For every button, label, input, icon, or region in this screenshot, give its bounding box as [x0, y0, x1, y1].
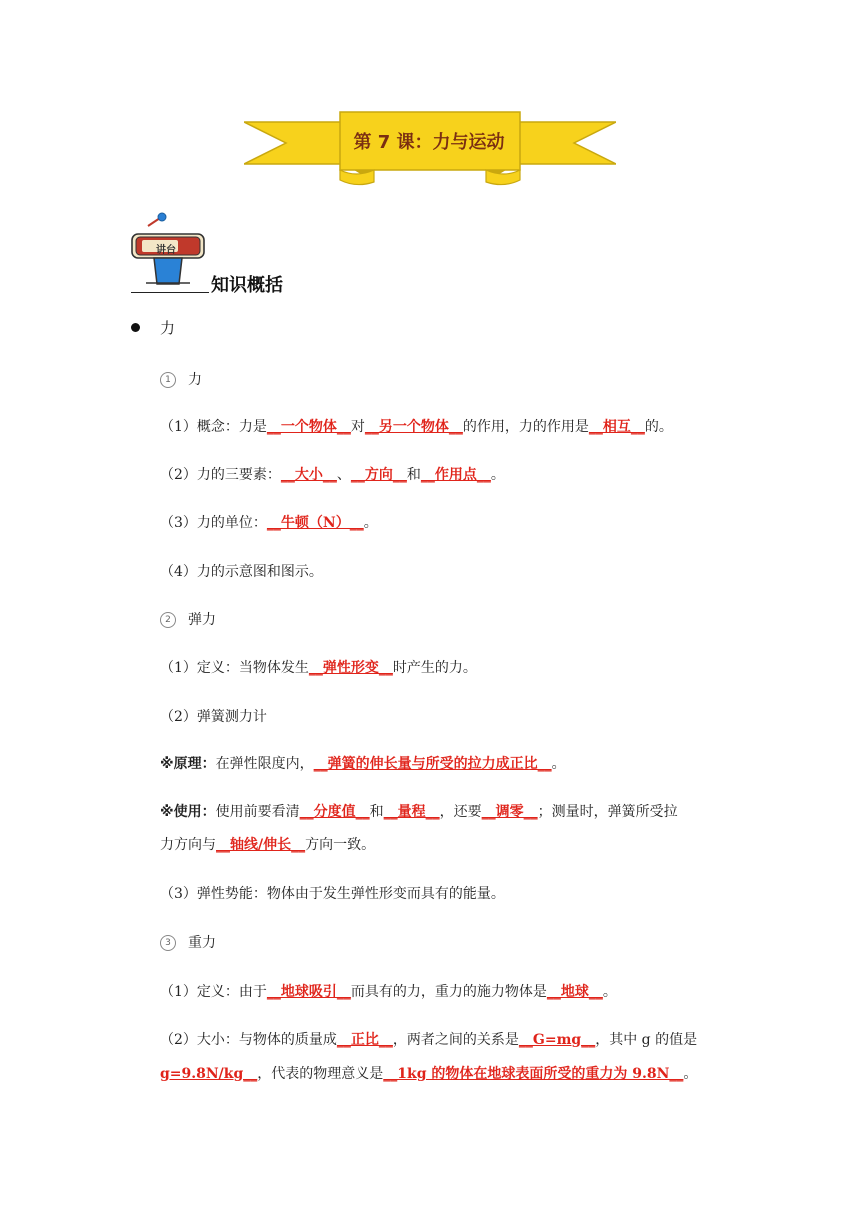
answer-blank: __分度值__: [299, 804, 370, 820]
answer-blank: __另一个物体__: [364, 419, 463, 435]
answer-blank: __调零__: [481, 804, 538, 820]
gravity-size-line: （2）大小：与物体的质量成__正比__，两者之间的关系是__G=mg__，其中 g 的值是: [160, 1032, 698, 1048]
answer-blank: __地球__: [546, 984, 603, 1000]
answer-blank: __方向__: [350, 467, 407, 483]
answer-blank: __相互__: [588, 419, 645, 435]
answer-blank: g=9.8N/kg__: [160, 1066, 258, 1082]
section-underline: [131, 292, 209, 293]
answer-blank: __地球吸引__: [266, 984, 351, 1000]
force-elements-line: （2）力的三要素：__大小__、__方向__和__作用点__。: [160, 467, 505, 483]
elastic-definition-line: （1）定义：当物体发生__弹性形变__时产生的力。: [160, 660, 477, 676]
circled-number: 2: [160, 612, 176, 628]
answer-blank: __大小__: [280, 467, 337, 483]
answer-blank: __一个物体__: [266, 419, 351, 435]
gravity-definition-line: （1）定义：由于__地球吸引__而具有的力，重力的施力物体是__地球__。: [160, 984, 617, 1000]
answer-blank: __弹簧的伸长量与所受的拉力成正比__: [313, 756, 552, 772]
bullet-dot: [131, 323, 140, 332]
force-diagram-line: （4）力的示意图和图示。: [160, 564, 323, 580]
answer-blank: __作用点__: [420, 467, 491, 483]
force-concept-line: （1）概念：力是__一个物体__对__另一个物体__的作用，力的作用是__相互__的。: [160, 419, 673, 435]
spring-scale-line: （2）弹簧测力计: [160, 709, 267, 725]
circled-number: 1: [160, 372, 176, 388]
elastic-energy-line: （3）弹性势能：物体由于发生弹性形变而具有的能量。: [160, 886, 505, 902]
spring-principle-line: ※原理：在弹性限度内，__弹簧的伸长量与所受的拉力成正比__。: [160, 756, 566, 772]
spring-usage-line-2: 力方向与__轴线/伸长__方向一致。: [160, 837, 376, 853]
bullet-label: 力: [160, 319, 176, 337]
answer-blank: __轴线/伸长__: [216, 837, 306, 853]
answer-blank: __弹性形变__: [308, 660, 393, 676]
podium-label: 讲台: [156, 245, 176, 256]
subsection-elastic: 2 弹力: [160, 609, 216, 631]
answer-blank: __牛顿（N）__: [266, 515, 364, 531]
lesson-title: 第 7 课：力与运动: [353, 132, 505, 153]
circled-number: 3: [160, 935, 176, 951]
force-unit-line: （3）力的单位：__牛顿（N）__。: [160, 515, 378, 531]
answer-blank: __正比__: [336, 1032, 393, 1048]
subsection-gravity: 3 重力: [160, 932, 216, 954]
answer-blank: __量程__: [383, 804, 440, 820]
answer-blank: __1kg 的物体在地球表面所受的重力为 9.8N__: [383, 1066, 684, 1082]
answer-blank: __G=mg__: [518, 1032, 596, 1048]
section-title: 知识概括: [211, 275, 283, 296]
spring-usage-line: ※使用：使用前要看清__分度值__和__量程__，还要__调零__；测量时，弹簧所受拉: [160, 804, 678, 820]
subsection-force: 1 力: [160, 369, 202, 391]
gravity-g-line: g=9.8N/kg__，代表的物理意义是__1kg 的物体在地球表面所受的重力为 9.8N__。: [160, 1066, 698, 1082]
